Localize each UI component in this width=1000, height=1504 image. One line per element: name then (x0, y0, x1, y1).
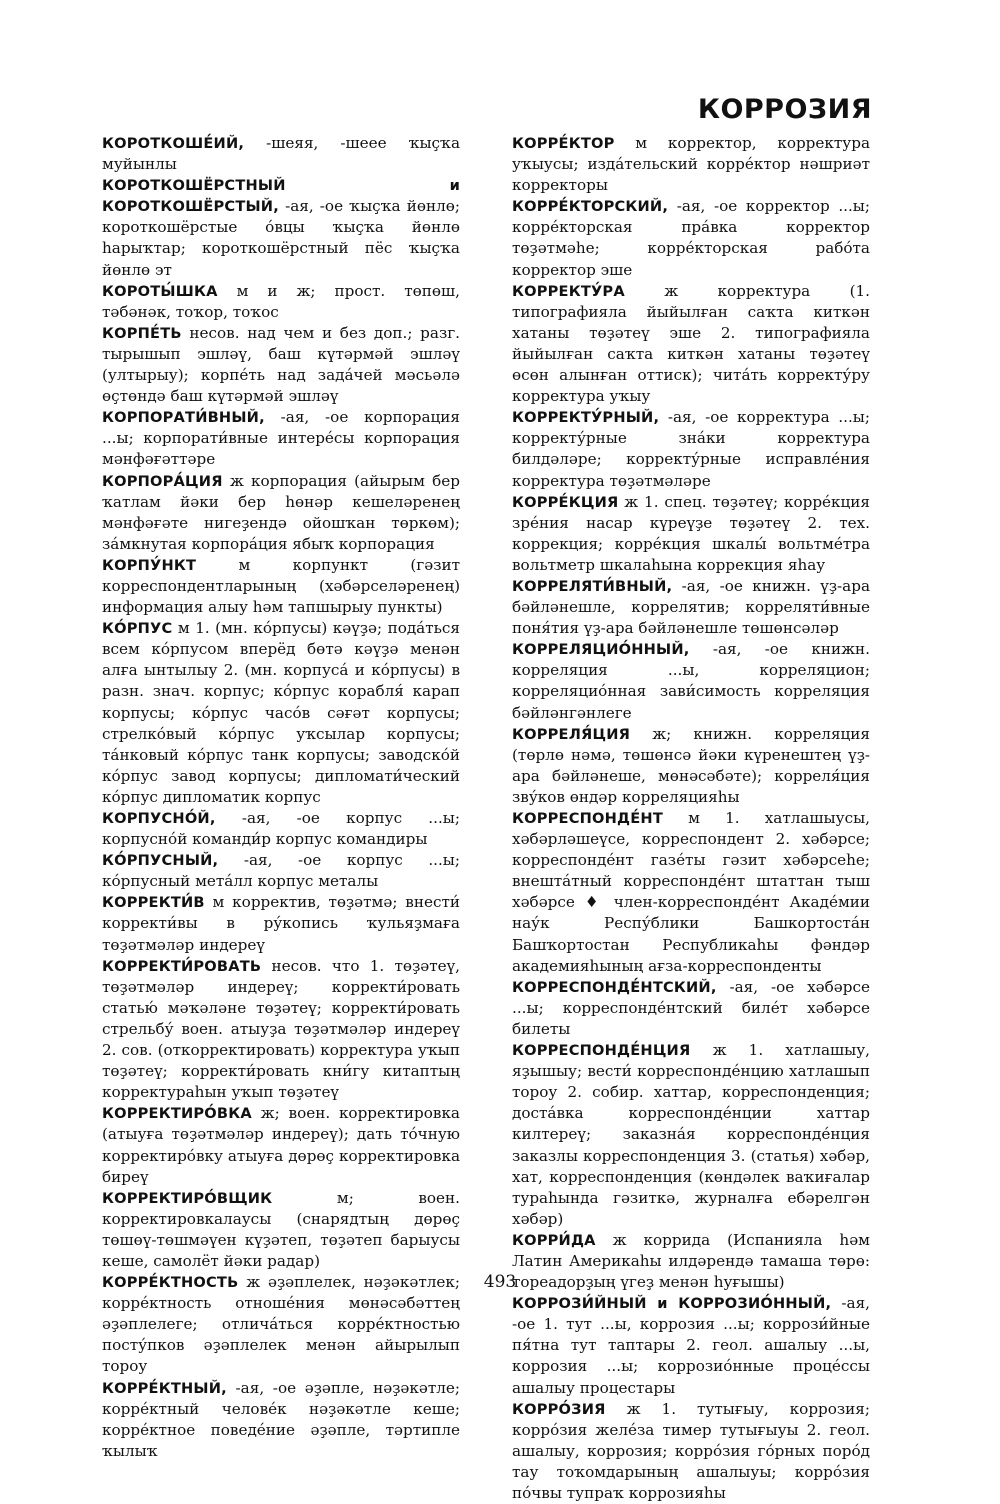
entry-definition: -ая, -ое книжн. корреляция ...ы, корреляцион; корреляцио́нная зави́симость корреляция бәйләнгәнлеге (512, 640, 870, 722)
entry-definition: -ая, -ое корпус ...ы; ко́рпусный мета́лл корпус металы (102, 851, 461, 891)
entry-headword: КОРРЕЛЯ́ЦИЯ (512, 725, 631, 743)
entry-headword: КОРРЕ́КТНОСТЬ (102, 1274, 239, 1292)
entry-headword: КОРОТКОШЕ́ИЙ, (102, 135, 245, 152)
entry-definition: -ая, -ое корректура ...ы; корректу́рные зна́ки корректура билдәләре; корректу́рные исправле́ния корректура төҙәтмәләре (512, 408, 870, 490)
dictionary-entry (512, 1399, 870, 1504)
entry-headword: КОРРИ́ДА (512, 1231, 596, 1249)
entry-headword: КОРОТЫ́ШКА (102, 282, 218, 300)
entry-definition: -ая, -ое корпус ...ы; корпусно́й команди́р корпус командиры (102, 809, 460, 849)
dictionary-entry (102, 1378, 460, 1462)
entry-definition: -ая, -ое 1. тут ...ы, коррозия ...ы; коррози́йные пя́тна тут таптары 2. геол. ашалыу ...ы, коррозия ...ы; коррозио́нные проце́ссы ашалыу процестары (512, 1294, 870, 1397)
entry-headword: КОРРЕ́КТНЫЙ, (102, 1379, 227, 1397)
dictionary-entry (512, 1293, 870, 1398)
entry-headword: КОРРЕСПОНДЕ́НТ (512, 810, 663, 827)
dictionary-entry (512, 1040, 870, 1230)
entry-definition: -ая, -ое ҡыҫҡа йөнлө; короткошёрстые о́вцы ҡыҫҡа йөнлө һарыҡтар; короткошёрстный пёс ҡыҫҡа йөнлө эт (102, 197, 461, 279)
entry-headword: КОРРЕЛЯТИ́ВНЫЙ, (512, 577, 673, 595)
dictionary-entry (102, 555, 460, 618)
entry-headword: КОРРЕКТИ́В (102, 894, 205, 912)
dictionary-entry (512, 639, 870, 723)
entry-definition: ж; воен. корректировка (атыуға төҙәтмәләр индереү); дать то́чную корректиро́вку атыуға дөрөҫ корректировка биреү (102, 1104, 460, 1186)
entry-headword: КОРОТКОШЁРСТНЫЙ и КОРОТКОШЁРСТЫЙ, (102, 177, 460, 216)
entry-definition: -ая, -ое әҙәпле, нәҙәкәтле; корре́ктный челове́к нәҙәкәтле кеше; корре́ктное поведе́ние әҙәпле, тәртипле ҡылыҡ (102, 1378, 461, 1460)
entry-headword: КОРПУСНО́Й, (102, 810, 216, 827)
entry-headword: КОРРЕ́КТОР (512, 135, 615, 152)
entry-definition: ж коррида (Испанияла һәм Латин Америкаһы илдәрендә тамаша төрө: тореадорҙың үгеҙ менән һуғышы) (512, 1230, 870, 1292)
entry-definition: м 1. (мн. ко́рпусы) кәүҙә; пода́ться всем ко́рпусом вперёд бөтә кәүҙә менән алға ынтылыу 2. (мн. корпуса́ и ко́рпусы) в разн. знач. корпус; ко́рпус корабля́ карап корпусы; ко́рпус часо́в сәғәт корпусы; стрелко́вый ко́рпус уҡсылар корпусы; та́нковый ко́рпус танк корпусы; заводско́й ко́рпус завод корпусы; дипломати́ческий ко́рпус дипломатик корпус (102, 619, 460, 806)
entry-definition: ж 1. спец. төҙәтеү; корре́кция зре́ния насар күреүҙе төҙәтеү 2. тех. коррекция; корре́кция шкалы́ вольтме́тра вольтметр шкалаһына коррекция яһау (512, 492, 870, 574)
dictionary-entry (102, 323, 460, 407)
entry-definition: -ая, -ое хәбәрсе ...ы; корреспонде́нтский биле́т хәбәрсе билеты (512, 977, 871, 1038)
dictionary-entry (512, 492, 870, 576)
dictionary-entry (512, 724, 870, 808)
dictionary-entry (102, 1103, 460, 1187)
dictionary-entry (102, 471, 460, 555)
entry-headword: КОРРЕКТИ́РОВАТЬ (102, 957, 262, 975)
dictionary-entry (512, 281, 870, 408)
entry-definition: -ая, -ое книжн. үҙ-ара бәйләнешле, коррелятив; корреляти́вные поня́тия үҙ-ара бәйләнешле төшөнсәләр (512, 576, 870, 638)
dictionary-entry (102, 956, 460, 1104)
dictionary-entry (102, 892, 460, 955)
entry-definition: ж әҙәплелек, нәҙәкәтлек; корре́ктность отноше́ния мөнәсәбәттең әҙәплелеге; отлича́ться корре́ктностью посту́пков әҙәплелек менән айырылып тороу (102, 1273, 461, 1376)
entry-headword: КОРРЕСПОНДЕ́НТСКИЙ, (512, 978, 717, 996)
entry-headword: КОРПЕ́ТЬ (102, 324, 182, 342)
dictionary-entry (102, 175, 460, 280)
entry-definition: несов. что 1. төҙәтеү, төҙәтмәләр индереү; корректи́ровать статью́ мәҡәләне төҙәтеү; корректи́ровать стрельбу́ воен. атыуҙа төҙәтмәләр индереү 2. сов. (откорректировать) корректура уҡып төҙәтеү; корректи́ровать кни́гу китаптың корректураһын уҡып төҙәтеү (102, 956, 460, 1102)
dictionary-entry (512, 407, 870, 491)
entry-definition: несов. над чем и без доп.; разг. тырышып эшләү, баш күтәрмәй эшләү (ултырыу); корпе́ть над зада́чей мәсьәлә өҫтөндә баш күтәрмәй эшләү (102, 323, 461, 406)
dictionary-entry (512, 977, 870, 1040)
entry-headword: КО́РПУС (102, 620, 173, 638)
running-head: КОРРОЗИЯ (697, 94, 872, 125)
entry-headword: КОРРЕ́КТОРСКИЙ, (512, 198, 669, 216)
entry-headword: КОРПОРАТИ́ВНЫЙ, (102, 409, 265, 427)
entry-definition: ж; книжн. корреляция (төрлө нәмә, төшөнсә йәки күренештең үҙ-ара бәйләнеше, мөнәсәбәте); корреля́ция зву́ков өндәр корреляцияһы (512, 724, 871, 806)
entry-definition: м корпункт (гәзит корреспондентларының (хәбәрселәренең) информация алыу һәм тапшырыу пункты) (102, 555, 460, 617)
entry-definition: ж корректура (1. типографияла йыйылған саҡта киткән хатаны төҙәтеү эше 2. типографияла йыйылған саҡта киткән хатаны төҙәтеү өсөн алынған оттиск); чита́ть корректу́ру корректура уҡыу (512, 281, 871, 406)
page-number: 493 (483, 1272, 517, 1292)
entry-definition: -ая, -ое корректор ...ы; корре́кторская пра́вка корректор төҙәтмәһе; корре́кторская рабо́та корректор эше (512, 197, 871, 279)
entry-headword: КОРРЕСПОНДЕ́НЦИЯ (512, 1042, 691, 1060)
entry-definition: м 1. хатлашыусы, хәбәрләшеүсе, корреспондент 2. хәбәрсе; корреспонде́нт газе́ты гәзит хәбәрсеһе; внешта́тный корреспонде́нт штаттан тыш хәбәрсе ♦ член-корреспонде́нт Акаде́мии нау́к Респу́блики Башкортоста́н Башҡортостан Республикаһы фәндәр академияһының ағза-корреспонденты (512, 809, 870, 975)
entry-headword: КОРПОРА́ЦИЯ (102, 472, 223, 490)
entry-definition: м; воен. корректировкалаусы (снарядтың дөрөҫ төшөү-төшмәүен күҙәтеп, төҙәтеп барыусы кеше, самолёт йәки радар) (102, 1188, 460, 1270)
dictionary-entry (512, 808, 870, 977)
entry-headword: КОРПУ́НКТ (102, 556, 197, 574)
right-column (512, 133, 870, 1504)
entry-headword: КОРРЕКТИРО́ВЩИК (102, 1189, 273, 1207)
dictionary-entry (102, 850, 460, 892)
dictionary-entry (102, 618, 460, 808)
entry-definition: ж 1. тутығыу, коррозия; корро́зия желе́за тимер тутығыуы 2. геол. ашалыу, коррозия; корро́зия го́рных поро́д тау тоҡомдарының ашалыуы; корро́зия по́чвы тупраҡ коррозияһы (512, 1399, 871, 1502)
entry-headword: КОРРЕКТУ́РНЫЙ, (512, 409, 660, 427)
dictionary-entry (512, 576, 870, 639)
entry-headword: КО́РПУСНЫЙ, (102, 852, 219, 870)
entry-definition: ж 1. хатлашыу, яҙышыу; вести́ корреспонде́нцию хатлашып тороу 2. собир. хаттар, корреспонденция; доста́вка корреспонде́нции хаттар килтереү; заказна́я корреспонде́нция заказлы корреспонденция 3. (статья) хәбәр, хат, корреспонденция (көндәлек ваҡиғалар тураһында гәзиткә, журналға ебәрелгән хәбәр) (512, 1041, 870, 1228)
entry-definition: м корректив, төҙәтмә; внести́ корректи́вы в ру́копись ҡульяҙмаға төҙәтмәләр индереү (102, 893, 460, 954)
dictionary-entry (102, 281, 460, 323)
entry-headword: КОРРО́ЗИЯ (512, 1400, 606, 1418)
entry-definition: -ая, -ое корпорация ...ы; корпорати́вные интере́сы корпорация мәнфәғәттәре (102, 408, 460, 469)
entry-definition: м корректор, корректура уҡыусы; изда́тельский корре́ктор нәшриәт корректоры (512, 134, 870, 195)
entry-headword: КОРРЕ́КЦИЯ (512, 493, 619, 511)
left-column (102, 133, 460, 1462)
dictionary-entry (102, 133, 460, 175)
entry-definition: м и ж; прост. төпөш, тәбәнәк, тоҡор, тоҡос (102, 281, 460, 321)
entry-headword: КОРРОЗИ́ЙНЫЙ и КОРРОЗИО́ННЫЙ, (512, 1295, 832, 1313)
entry-headword: КОРРЕКТИРО́ВКА (102, 1105, 252, 1123)
dictionary-entry (102, 407, 460, 470)
dictionary-entry (102, 808, 460, 850)
entry-definition: ж корпорация (айырым бер ҡатлам йәки бер һөнәр кешеләренең мәнфәғәте нигеҙендә ойошҡан төркөм); за́мкнутая корпора́ция ябыҡ корпорация (102, 471, 461, 553)
dictionary-entry (512, 196, 870, 280)
dictionary-entry (102, 1188, 460, 1272)
entry-definition: -шеяя, -шеее ҡыҫҡа муйынлы (102, 134, 460, 174)
entry-headword: КОРРЕКТУ́РА (512, 282, 625, 300)
dictionary-entry (512, 133, 870, 196)
entry-headword: КОРРЕЛЯЦИО́ННЫЙ, (512, 641, 690, 659)
